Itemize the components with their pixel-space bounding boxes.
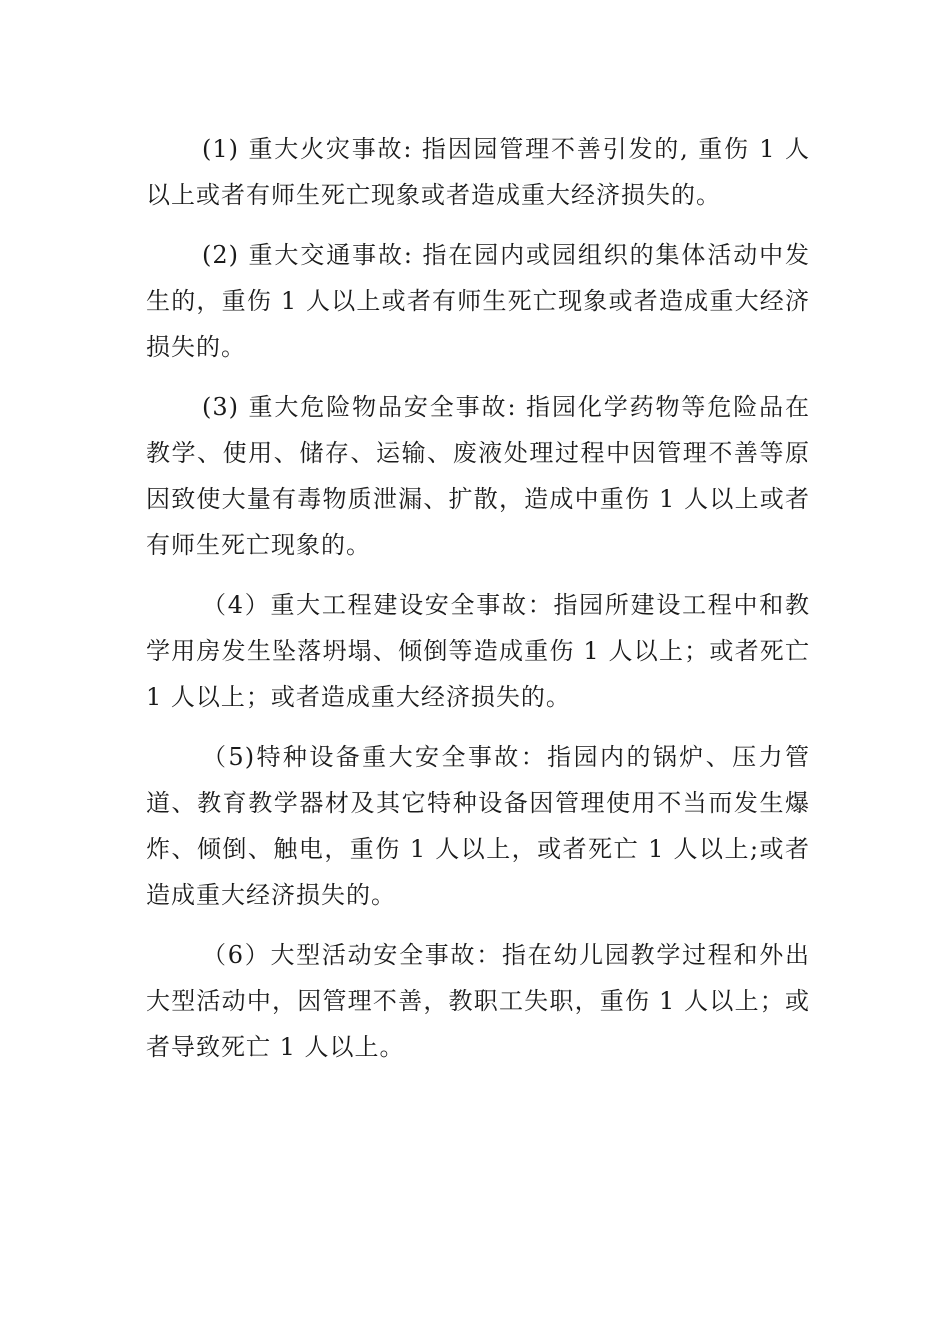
paragraph-hazardous-materials-accident: (3) 重大危险物品安全事故: 指园化学药物等危险品在教学、使用、储存、运输、废液处理过程中因管理不善等原因致使大量有毒物质泄漏、扩散，造成中重伤 1 人以上或者有师生死亡现象的。 xyxy=(146,393,810,559)
paragraph-special-equipment-accident: （5)特种设备重大安全事故：指园内的锅炉、压力管道、教育教学器材及其它特种设备因管理使用不当而发生爆炸、倾倒、触电，重伤 1 人以上，或者死亡 1 人以上;或者造成重大经济损失的。 xyxy=(146,743,810,909)
paragraph-traffic-accident: (2) 重大交通事故: 指在园内或园组织的集体活动中发生的，重伤 1 人以上或者有师生死亡现象或者造成重大经济损失的。 xyxy=(146,241,810,361)
paragraph-fire-accident: (1) 重大火灾事故: 指因园管理不善引发的, 重伤 1 人以上或者有师生死亡现象或者造成重大经济损失的。 xyxy=(146,135,810,209)
paragraph-construction-accident: （4）重大工程建设安全事故：指园所建设工程中和教学用房发生坠落坍塌、倾倒等造成重伤 1 人以上；或者死亡 1 人以上；或者造成重大经济损失的。 xyxy=(146,591,810,711)
document-body xyxy=(146,126,810,1084)
paragraph-large-activity-accident: （6）大型活动安全事故：指在幼儿园教学过程和外出大型活动中，因管理不善，教职工失职，重伤 1 人以上；或者导致死亡 1 人以上。 xyxy=(146,941,810,1061)
